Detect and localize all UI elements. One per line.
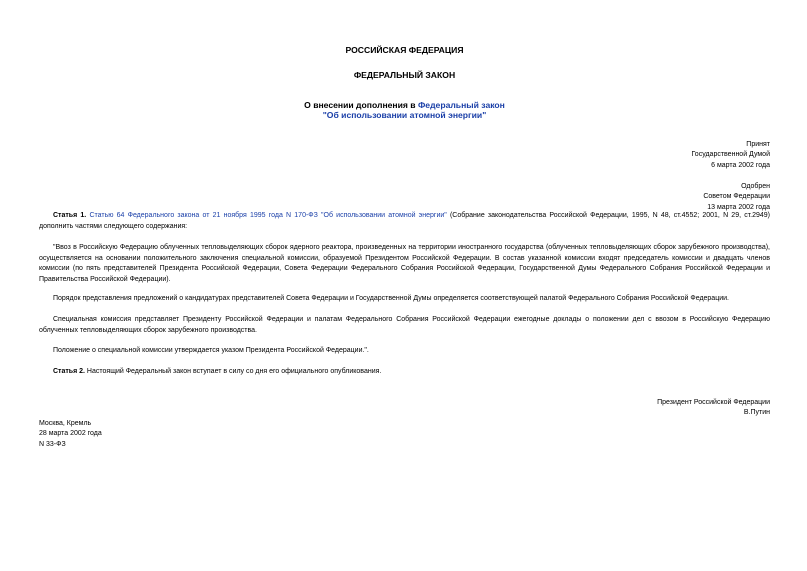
place-date: 28 марта 2002 года (39, 430, 102, 438)
article-2-label: Статья 2. (53, 368, 85, 375)
approved-date: 13 марта 2002 года (707, 203, 770, 211)
signature-position: Президент Российской Федерации (657, 399, 770, 406)
place-city: Москва, Кремль (39, 420, 92, 427)
article-2-text: Настоящий Федеральный закон вступает в силу со дня его официального опубликования. (84, 368, 382, 375)
paragraph-regulation: Положение о специальной комиссии утверждается указом Президента Российской Федерации.". (53, 347, 369, 354)
place-block (39, 419, 102, 450)
law-name-link[interactable]: "Об использовании атомной энергии" (322, 110, 487, 120)
approved-label: Одобрен (741, 183, 770, 190)
article-1-label: Статья 1. (53, 212, 87, 219)
adopted-date: 6 марта 2002 года (711, 161, 770, 169)
article-1-text: (Собрание законодательства Российской Федерации, 1995, N 48, ст.4552; 2001, N 29, ст.2949) дополнить частями следующего содержания: (39, 212, 771, 230)
article-1 (39, 211, 770, 232)
country-heading: РОССИЙСКАЯ ФЕДЕРАЦИЯ (345, 45, 464, 55)
paragraph-commission: Специальная комиссия представляет Президенту Российской Федерации и палатам Федерального Собрания Российской Федерации ежегодные доклады о положении дел с ввозом в Российскую Федерацию облученных тепловыделяющих сборок зарубежного производства. (39, 316, 770, 334)
article-64-link[interactable]: Статью 64 Федерального закона от 21 ноября 1995 года N 170-ФЗ "Об использовании атомной энергии" (89, 212, 447, 219)
law-number: N 33-ФЗ (39, 440, 66, 448)
paragraph-quote: "Ввоз в Российскую Федерацию облученных тепловыделяющих сборок ядерного реактора, произведенных на территории иностранного государства (облученных тепловыделяющих сборок зарубежного производства), осуществляется на основании положительного заключения специальной комиссии, образуемой Президентом Российской Федерации. В состав указанной комиссии входят председатель комиссии и двадцать членов комиссии (по пять представителей Президента Российской Федерации, Совета Федерации Федерального Собрания Российской Федерации, Государственной Думы Федерального Собрания Российской Федерации и Правительства Российской Федерации). (39, 244, 770, 283)
approved-block (703, 182, 770, 213)
signature-block (657, 398, 770, 419)
adopted-body: Государственной Думой (691, 151, 770, 159)
adopted-block (691, 140, 770, 171)
title-prefix: О внесении дополнения в (304, 100, 418, 110)
approved-body: Советом Федерации (703, 193, 770, 201)
signature-name: В.Путин (743, 409, 770, 417)
article-2 (39, 367, 770, 378)
document-type-heading: ФЕДЕРАЛЬНЫЙ ЗАКОН (353, 70, 456, 80)
adopted-label: Принят (746, 141, 770, 148)
document-title-line-1 (39, 100, 770, 110)
federal-law-link[interactable]: Федеральный закон (417, 100, 505, 110)
paragraph-order: Порядок представления предложений о кандидатурах представителей Совета Федерации и Государственной Думы определяется соответствующей палатой Федерального Собрания Российской Федерации. (53, 295, 729, 302)
document-page (39, 0, 770, 571)
